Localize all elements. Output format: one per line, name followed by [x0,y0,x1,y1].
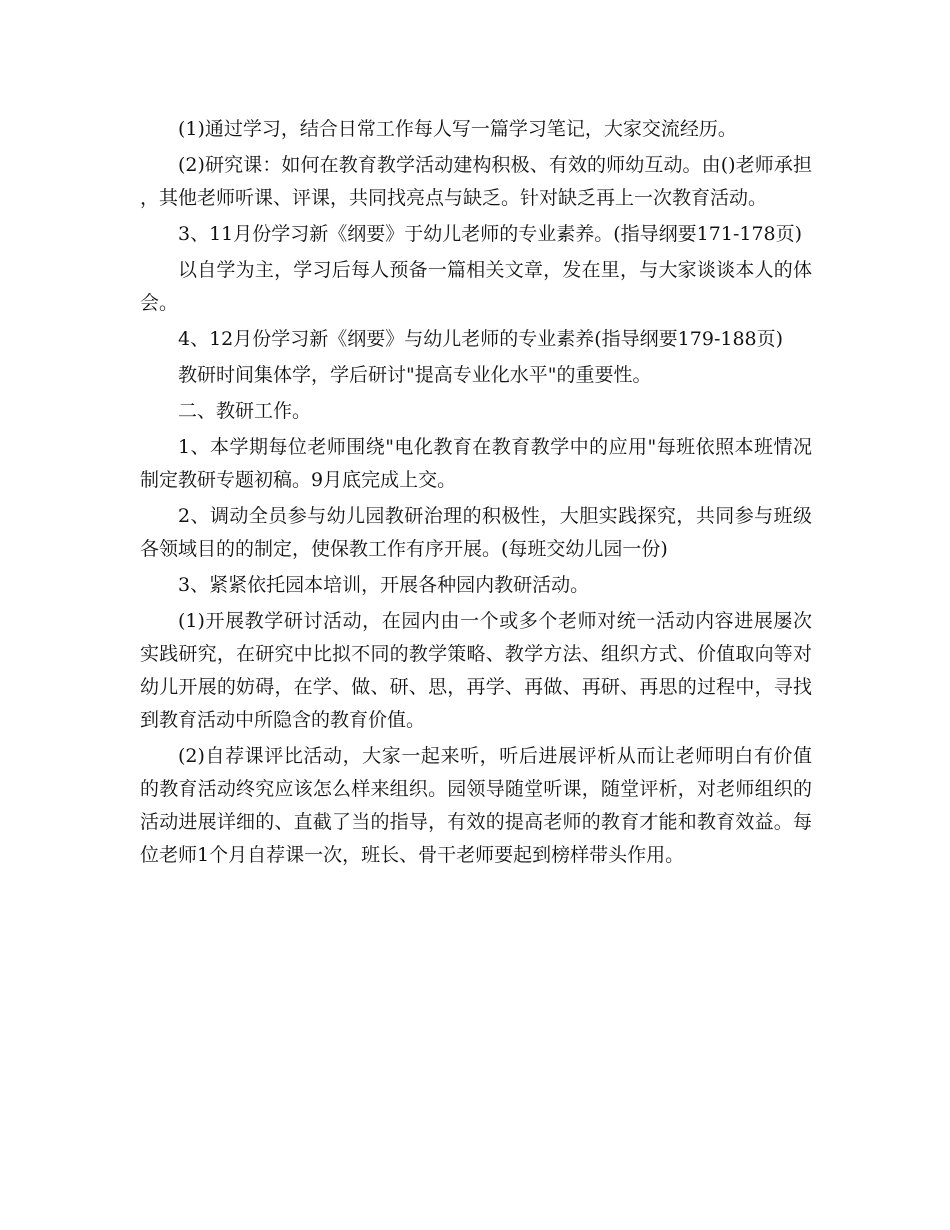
paragraph-self-study: 以自学为主，学习后每人预备一篇相关文章，发在里，与大家谈谈本人的体会。 [140,259,812,314]
paragraph-school-training: 3、紧紧依托园本培训，开展各种园内教研活动。 [178,574,590,596]
paragraph-research-topic: 1、本学期每位老师围绕"电化教育在教育教学中的应用"每班依照本班情况制定教研专题初稿。9月底完成上交。 [140,436,812,491]
paragraph-participation: 2、调动全员参与幼儿园教研治理的积极性，大胆实践探究，共同参与班级各领域目的的制定，使保教工作有序开展。(每班交幼儿园一份) [140,505,812,560]
paragraph-recommended-class: (2)自荐课评比活动，大家一起来听，听后进展评析从而让老师明白有价值的教育活动终究应该怎么样来组织。园领导随堂听课，随堂评析，对老师组织的活动进展详细的、直截了当的指导，有效的提高老师的教育才能和教育效益。每位老师1个月自荐课一次，班长、骨干老师要起到榜样带头作用。 [140,745,812,866]
document-body [140,113,812,875]
paragraph-november-study: 3、11月份学习新《纲要》于幼儿老师的专业素养。(指导纲要171-178页) [178,223,803,245]
paragraph-study-notes: (1)通过学习，结合日常工作每人写一篇学习笔记，大家交流经历。 [178,118,737,140]
paragraph-group-study: 教研时间集体学，学后研讨"提高专业化水平"的重要性。 [178,364,652,386]
paragraph-teaching-seminar: (1)开展教学研讨活动，在园内由一个或多个老师对统一活动内容进展屡次实践研究，在研究中比拟不同的教学策略、教学方法、组织方式、价值取向等对幼儿开展的妨碍，在学、做、研、思，再学、再做、再研、再思的过程中，寻找到教育活动中所隐含的教育价值。 [140,610,812,731]
paragraph-december-study: 4、12月份学习新《纲要》与幼儿老师的专业素养(指导纲要179-188页) [178,328,784,350]
paragraph-research-class: (2)研究课：如何在教育教学活动建构积极、有效的师幼互动。由()老师承担，其他老师听课、评课，共同找亮点与缺乏。针对缺乏再上一次教育活动。 [140,154,812,209]
section-heading-teaching-research: 二、教研工作。 [178,400,312,422]
